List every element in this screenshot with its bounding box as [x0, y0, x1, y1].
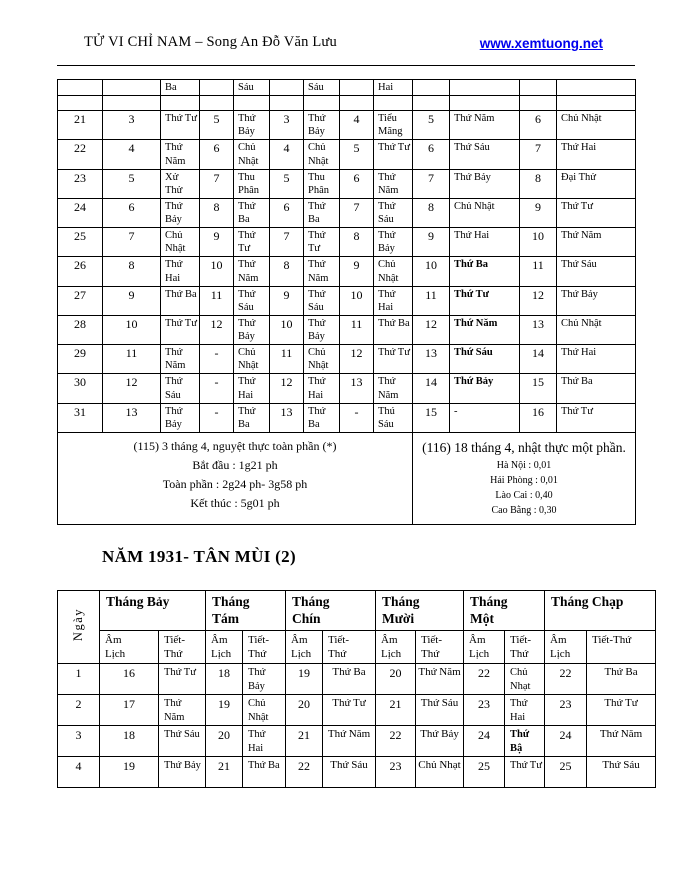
table-cell: 8 — [200, 198, 234, 227]
table-cell: Thứ Sáu — [304, 286, 340, 315]
table-cell: Thứ Ba — [450, 257, 520, 286]
table-cell: 16 — [100, 664, 159, 695]
table-cell: 31 — [58, 403, 103, 432]
table-cell — [557, 96, 636, 111]
table-row — [58, 111, 636, 140]
table-cell: 18 — [100, 726, 159, 757]
day-label: Ngày — [70, 608, 85, 642]
table-cell: Thứ Năm — [557, 228, 636, 257]
table-cell: Thứ Ba — [374, 315, 413, 344]
table-cell — [58, 96, 103, 111]
table-row — [58, 96, 636, 111]
table-cell: Thứ Tư — [323, 695, 376, 726]
table-row — [58, 403, 636, 432]
table-cell: Thứ Sáu — [374, 198, 413, 227]
eclipse-line: Bắt đầu : 1g21 ph — [192, 458, 278, 473]
table-cell: Thứ Năm — [161, 345, 200, 374]
table-cell: 4 — [103, 140, 161, 169]
table-cell: 10 — [200, 257, 234, 286]
table-cell: Chủ Nhật — [234, 140, 270, 169]
table-cell: Thứ Ba — [161, 286, 200, 315]
table-cell: Thứ Tư — [159, 664, 206, 695]
table-row — [58, 315, 636, 344]
table-cell: Thứ Năm — [304, 257, 340, 286]
month-header: Tháng Một — [464, 590, 545, 630]
lunar-eclipse-note — [58, 432, 413, 524]
table-cell: 13 — [340, 374, 374, 403]
table-cell: 24 — [545, 726, 587, 757]
eclipse-line: Lào Cai : 0,40 — [495, 490, 553, 502]
table-cell: 30 — [58, 374, 103, 403]
table-cell: 10 — [413, 257, 450, 286]
subheader-am-lich: Âm Lịch — [376, 630, 416, 664]
table-cell: 4 — [340, 111, 374, 140]
table-cell: Thứ Tư — [304, 228, 340, 257]
year-heading: NĂM 1931- TÂN MÙI (2) — [102, 546, 296, 566]
table-cell: Thứ Tư — [234, 228, 270, 257]
table-cell: 12 — [103, 374, 161, 403]
table-cell: Thứ Bậ — [505, 726, 545, 757]
table-cell: 13 — [520, 315, 557, 344]
table-cell: Sáu — [234, 80, 270, 96]
table-cell: 9 — [200, 228, 234, 257]
table-cell: Thứ Tư — [161, 315, 200, 344]
april-calendar-table — [57, 79, 636, 525]
table-cell: - — [340, 403, 374, 432]
table-cell: Thứ Ba — [323, 664, 376, 695]
table-cell: 22 — [376, 726, 416, 757]
table-cell: Thứ Bảy — [304, 315, 340, 344]
table-cell: Thứ Ba — [304, 198, 340, 227]
table-cell: 21 — [58, 111, 103, 140]
subheader-tiet-thu: Tiết-Thứ — [505, 630, 545, 664]
table-cell: Thứ Hai — [161, 257, 200, 286]
table-cell — [304, 96, 340, 111]
table-cell: Thứ Bảy — [161, 198, 200, 227]
solar-eclipse-note — [413, 432, 636, 524]
month-header: Tháng Bảy — [100, 590, 206, 630]
table-cell: 9 — [413, 228, 450, 257]
table-cell: Thứ Tư — [557, 403, 636, 432]
table-cell: Thứ Hai — [557, 345, 636, 374]
table-cell: 11 — [270, 345, 304, 374]
table-cell: 12 — [413, 315, 450, 344]
table-cell: Hai — [374, 80, 413, 96]
table-cell: 22 — [464, 664, 505, 695]
table-cell: Thứ Năm — [159, 695, 206, 726]
table-row — [58, 198, 636, 227]
eclipse-line: Cao Bằng : 0,30 — [491, 505, 557, 517]
table-cell: 22 — [286, 757, 323, 788]
document-title: TỬ VI CHỈ NAM – Song An Đỗ Văn Lưu — [84, 34, 337, 50]
table-cell: Thứ Sáu — [323, 757, 376, 788]
table-cell: 10 — [270, 315, 304, 344]
subheader-tiet-thu: Tiết-Thứ — [587, 630, 656, 664]
table-cell: 23 — [58, 169, 103, 198]
eclipse-notes-row — [58, 432, 636, 524]
table-cell: Chủ Nhật — [161, 228, 200, 257]
table-cell: 11 — [413, 286, 450, 315]
table-cell: Chủ Nhật — [243, 695, 286, 726]
table-row — [58, 345, 636, 374]
table-cell: Thứ Hai — [505, 695, 545, 726]
table-row — [58, 169, 636, 198]
table-cell: 6 — [340, 169, 374, 198]
table-cell: Thứ Tư — [374, 345, 413, 374]
eclipse-line: Toàn phần : 2g24 ph- 3g58 ph — [162, 477, 308, 492]
table-cell: 9 — [340, 257, 374, 286]
table-cell: Thứ Sáu — [557, 257, 636, 286]
table-cell: Đại Thử — [557, 169, 636, 198]
table-cell: Thứ Năm — [416, 664, 464, 695]
table-cell: Thứ Bảy — [450, 169, 520, 198]
table-cell — [520, 80, 557, 96]
table-cell: 19 — [100, 757, 159, 788]
eclipse-line: (116) 18 tháng 4, nhật thực một phần. — [422, 439, 626, 455]
subheader-am-lich: Âm Lịch — [286, 630, 323, 664]
table-cell: 6 — [270, 198, 304, 227]
table-cell: Thứ Năm — [374, 374, 413, 403]
table-cell — [450, 96, 520, 111]
table-cell — [374, 96, 413, 111]
table-cell — [103, 80, 161, 96]
table-cell — [270, 96, 304, 111]
table-cell: Thứ Sáu — [416, 695, 464, 726]
table-cell: Thứ Hai — [374, 286, 413, 315]
table-cell: 26 — [58, 257, 103, 286]
table-cell: Chủ Nhật — [234, 345, 270, 374]
table-cell: Thứ Bảy — [304, 111, 340, 140]
website-link[interactable]: www.xemtuong.net — [479, 36, 603, 51]
table-cell: Thứ Hai — [243, 726, 286, 757]
table-cell: 23 — [464, 695, 505, 726]
table-cell: Thứ Tư — [450, 286, 520, 315]
table-cell: 20 — [286, 695, 323, 726]
table-cell: Chủ Nhạt — [416, 757, 464, 788]
table-cell: 8 — [340, 228, 374, 257]
table-cell: 12 — [520, 286, 557, 315]
table-cell: 5 — [200, 111, 234, 140]
table-cell: 8 — [270, 257, 304, 286]
table-cell: 11 — [520, 257, 557, 286]
table-cell: Thứ Sáu — [450, 345, 520, 374]
eclipse-line: Hà Nội : 0,01 — [496, 460, 552, 472]
table-cell: Thu Phân — [304, 169, 340, 198]
table-row — [58, 286, 636, 315]
table-cell: - — [200, 374, 234, 403]
table-cell: 7 — [520, 140, 557, 169]
table-row — [58, 726, 656, 757]
table-cell: Thứ Bảy — [557, 286, 636, 315]
eclipse-line: Hải Phòng : 0,01 — [490, 475, 558, 487]
table-cell: 6 — [520, 111, 557, 140]
table-cell: Thứ Bảy — [416, 726, 464, 757]
table-cell: 3 — [103, 111, 161, 140]
table-cell: 7 — [270, 228, 304, 257]
table-cell: Thứ Ba — [557, 374, 636, 403]
table-cell: Thứ Năm — [587, 726, 656, 757]
table-cell — [58, 80, 103, 96]
table-cell: - — [450, 403, 520, 432]
table-cell: 8 — [520, 169, 557, 198]
table-cell — [413, 96, 450, 111]
table-cell: 23 — [545, 695, 587, 726]
table-cell: 15 — [520, 374, 557, 403]
table-cell: 23 — [376, 757, 416, 788]
table-cell: Thứ Sáu — [161, 374, 200, 403]
table-cell: Thứ Ba — [304, 403, 340, 432]
table-row — [58, 228, 636, 257]
table-cell — [200, 96, 234, 111]
subheader-tiet-thu: Tiết-Thứ — [243, 630, 286, 664]
year-1931-table — [57, 590, 656, 789]
table-cell: 12 — [340, 345, 374, 374]
table-cell: 29 — [58, 345, 103, 374]
table-cell: Tiểu Mãng — [374, 111, 413, 140]
table-cell — [557, 80, 636, 96]
table-cell: 12 — [270, 374, 304, 403]
table-cell: 9 — [270, 286, 304, 315]
table-cell: Chủ Nhật — [304, 140, 340, 169]
table-cell: Thứ Năm — [450, 111, 520, 140]
page-header — [57, 34, 633, 51]
table-cell: Thứ Bảy — [159, 757, 206, 788]
table-cell — [161, 96, 200, 111]
table-cell: Thứ Hai — [304, 374, 340, 403]
table-cell: 7 — [103, 228, 161, 257]
table-cell: 11 — [103, 345, 161, 374]
table-cell — [200, 80, 234, 96]
table-cell: 24 — [58, 198, 103, 227]
subheader-tiet-thu: Tiết-Thứ — [159, 630, 206, 664]
table-cell: 6 — [103, 198, 161, 227]
table-cell: 11 — [340, 315, 374, 344]
month-header: Tháng Chạp — [545, 590, 656, 630]
month-header: Tháng Chín — [286, 590, 376, 630]
table-cell: 27 — [58, 286, 103, 315]
table-cell: Thứ Bảy — [234, 315, 270, 344]
subheader-tiet-thu: Tiết-Thứ — [416, 630, 464, 664]
table-cell: Chủ Nhạt — [505, 664, 545, 695]
table-cell: 7 — [340, 198, 374, 227]
table-cell: 18 — [206, 664, 243, 695]
table-cell: Thứ Năm — [234, 257, 270, 286]
table-cell: 13 — [103, 403, 161, 432]
table-cell: Ba — [161, 80, 200, 96]
table-cell: 9 — [520, 198, 557, 227]
table-cell: Thứ Hai — [234, 374, 270, 403]
table-cell: Thứ Tư — [557, 198, 636, 227]
table-cell: 10 — [520, 228, 557, 257]
table-cell: Chủ Nhật — [450, 198, 520, 227]
table-cell: 25 — [464, 757, 505, 788]
table-cell: 7 — [200, 169, 234, 198]
table-cell: Chủ Nhật — [374, 257, 413, 286]
table-cell — [103, 96, 161, 111]
subheader-am-lich: Âm Lịch — [100, 630, 159, 664]
header-divider — [57, 65, 635, 66]
table-cell: Thứ Tư — [587, 695, 656, 726]
table-cell: Thứ Tư — [161, 111, 200, 140]
table-cell: 4 — [270, 140, 304, 169]
table-cell: 22 — [58, 140, 103, 169]
table-cell: Chủ Nhật — [557, 111, 636, 140]
table-cell: Thứ Hai — [557, 140, 636, 169]
table-cell — [234, 96, 270, 111]
table-cell: Thu Phân — [234, 169, 270, 198]
table-cell: Chủ Nhật — [304, 345, 340, 374]
table-cell: Thứ Ba — [234, 403, 270, 432]
eclipse-line: Kết thúc : 5g01 ph — [190, 496, 280, 511]
table-cell: Thứ Bảy — [161, 403, 200, 432]
table-cell: Thứ Năm — [374, 169, 413, 198]
table-cell: 3 — [270, 111, 304, 140]
table-cell: 10 — [340, 286, 374, 315]
table-cell: 6 — [200, 140, 234, 169]
table-cell: 24 — [464, 726, 505, 757]
month-header-row — [58, 590, 656, 630]
subheader-row — [58, 630, 656, 664]
month-header: Tháng Tám — [206, 590, 286, 630]
table-cell: Thứ Năm — [450, 315, 520, 344]
table-cell: 12 — [200, 315, 234, 344]
table-row — [58, 140, 636, 169]
table-cell: 14 — [413, 374, 450, 403]
table-cell: Xử Thử — [161, 169, 200, 198]
table-row — [58, 80, 636, 96]
table-cell: Sáu — [304, 80, 340, 96]
subheader-am-lich: Âm Lịch — [464, 630, 505, 664]
table-cell: 11 — [200, 286, 234, 315]
table-cell: 8 — [103, 257, 161, 286]
subheader-am-lich: Âm Lịch — [206, 630, 243, 664]
table-row — [58, 757, 656, 788]
table-cell: Thứ Bảy — [374, 228, 413, 257]
table-cell: 19 — [286, 664, 323, 695]
table-cell: 15 — [413, 403, 450, 432]
table-cell: 25 — [58, 228, 103, 257]
table-cell: Thứ Sáu — [234, 286, 270, 315]
table-row — [58, 257, 636, 286]
table-cell: Thứ Sáu — [450, 140, 520, 169]
table-cell: 21 — [376, 695, 416, 726]
table-cell: 6 — [413, 140, 450, 169]
table-cell: 14 — [520, 345, 557, 374]
table-cell: Thứ Tư — [505, 757, 545, 788]
table-cell: Thứ Bảy — [234, 111, 270, 140]
table-cell: 22 — [545, 664, 587, 695]
table-cell: Thứ Năm — [323, 726, 376, 757]
table-cell: Thứ Ba — [234, 198, 270, 227]
table-cell: 13 — [413, 345, 450, 374]
subheader-am-lich: Âm Lịch — [545, 630, 587, 664]
table-cell: 16 — [520, 403, 557, 432]
table-cell: Thứ Bảy — [450, 374, 520, 403]
table-cell: Thứ Ba — [587, 664, 656, 695]
table-cell: Thứ Bảy — [243, 664, 286, 695]
table-row — [58, 664, 656, 695]
table-cell: - — [200, 403, 234, 432]
table-cell — [413, 80, 450, 96]
table-cell: Thứ Sáu — [159, 726, 206, 757]
table-cell: Thứ Ba — [243, 757, 286, 788]
table-row — [58, 374, 636, 403]
table-cell: 5 — [270, 169, 304, 198]
table-cell: 13 — [270, 403, 304, 432]
subheader-tiet-thu: Tiết-Thứ — [323, 630, 376, 664]
table-cell — [520, 96, 557, 111]
table-cell: 7 — [413, 169, 450, 198]
table-cell: 21 — [206, 757, 243, 788]
table-row — [58, 695, 656, 726]
table-cell: Thứ Năm — [161, 140, 200, 169]
table-cell — [340, 96, 374, 111]
month-header: Tháng Mười — [376, 590, 464, 630]
table-cell — [450, 80, 520, 96]
table-cell: Thứ Tư — [374, 140, 413, 169]
table-cell: 3 — [58, 726, 100, 757]
table-cell: 10 — [103, 315, 161, 344]
table-cell: Thứ Sáu — [587, 757, 656, 788]
table-cell — [340, 80, 374, 96]
table-cell: 5 — [413, 111, 450, 140]
table-cell: - — [200, 345, 234, 374]
table-cell: 8 — [413, 198, 450, 227]
eclipse-line: (115) 3 tháng 4, nguyệt thực toàn phần (*) — [133, 438, 337, 453]
table-cell: Thứ Hai — [450, 228, 520, 257]
table-cell: Thú Sáu — [374, 403, 413, 432]
table-cell: Chủ Nhật — [557, 315, 636, 344]
table-cell: 2 — [58, 695, 100, 726]
table-cell: 17 — [100, 695, 159, 726]
table-cell: 19 — [206, 695, 243, 726]
table-cell: 20 — [206, 726, 243, 757]
table-cell: 28 — [58, 315, 103, 344]
table-cell: 25 — [545, 757, 587, 788]
table-cell: 5 — [103, 169, 161, 198]
table-cell: 4 — [58, 757, 100, 788]
table-cell: 5 — [340, 140, 374, 169]
table-cell: 1 — [58, 664, 100, 695]
table-cell: 20 — [376, 664, 416, 695]
table-cell: 21 — [286, 726, 323, 757]
table-cell — [270, 80, 304, 96]
table-cell: 9 — [103, 286, 161, 315]
day-column-header — [58, 590, 100, 664]
